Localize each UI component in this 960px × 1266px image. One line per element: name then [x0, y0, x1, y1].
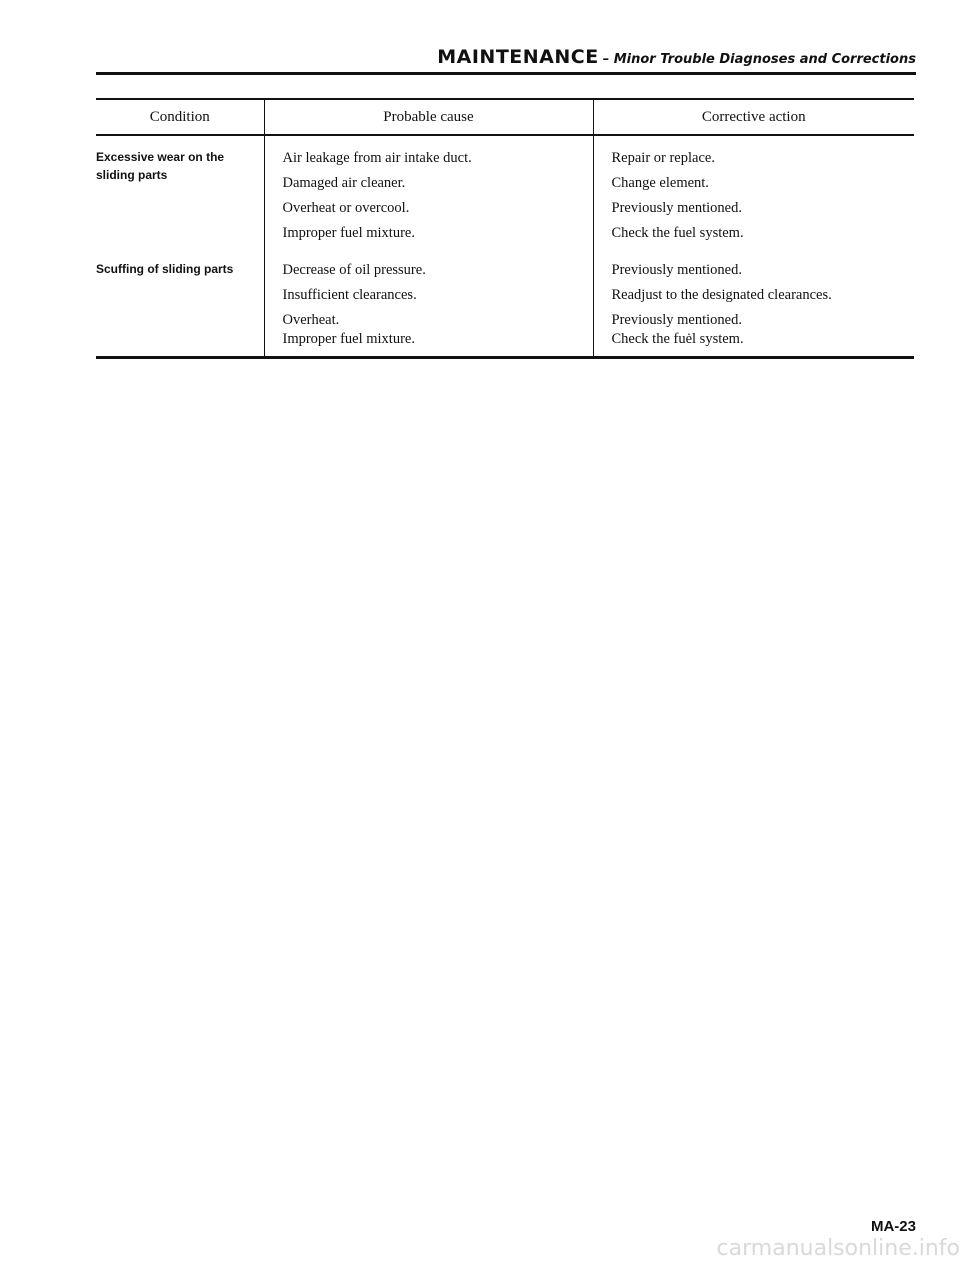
trouble-table [96, 98, 914, 359]
page-header [96, 46, 916, 68]
cause-item: Air leakage from air intake duct. [282, 150, 472, 166]
header-rule [96, 72, 916, 75]
action-item: Previously mentioned. [611, 262, 742, 278]
cause-cell [264, 135, 593, 248]
action-item: Check the fuel system. [611, 225, 744, 241]
action-item: Readjust to the designated clearances. [611, 287, 832, 303]
header-title: MAINTENANCE [437, 46, 599, 68]
condition-text: Scuffing of sliding parts [96, 262, 234, 276]
watermark-text: carmanualsonline.info [716, 1236, 960, 1261]
action-item: Previously mentioned. [611, 200, 742, 216]
cause-cell [264, 248, 593, 356]
table-row [96, 135, 914, 248]
cause-item: Overheat or overcool. [282, 200, 410, 216]
cause-item: Damaged air cleaner. [282, 175, 406, 191]
condition-text: Excessive wear on the sliding parts [96, 150, 225, 182]
page-number: MA-23 [870, 1218, 916, 1235]
cause-item: Decrease of oil pressure. [282, 262, 426, 278]
cause-item: Improper fuel mixture. [282, 225, 415, 241]
table-header-row [96, 100, 914, 135]
condition-cell [96, 135, 264, 248]
cause-item: Insufficient clearances. [282, 287, 417, 303]
cause-item: Improper fuel mixture. [282, 331, 415, 347]
action-item: Previously mentioned. [611, 312, 742, 328]
action-cell [593, 248, 914, 356]
header-subtitle: – Minor Trouble Diagnoses and Corrections [602, 52, 916, 67]
column-header-corrective-action: Corrective action [593, 100, 914, 135]
condition-cell [96, 248, 264, 356]
action-cell [593, 135, 914, 248]
table-row [96, 248, 914, 356]
action-item: Check the fuėl system. [611, 331, 744, 347]
cause-item: Overheat. [282, 312, 340, 328]
column-header-probable-cause: Probable cause [264, 100, 593, 135]
column-header-condition: Condition [96, 100, 264, 135]
action-item: Repair or replace. [611, 150, 715, 166]
action-item: Change element. [611, 175, 709, 191]
